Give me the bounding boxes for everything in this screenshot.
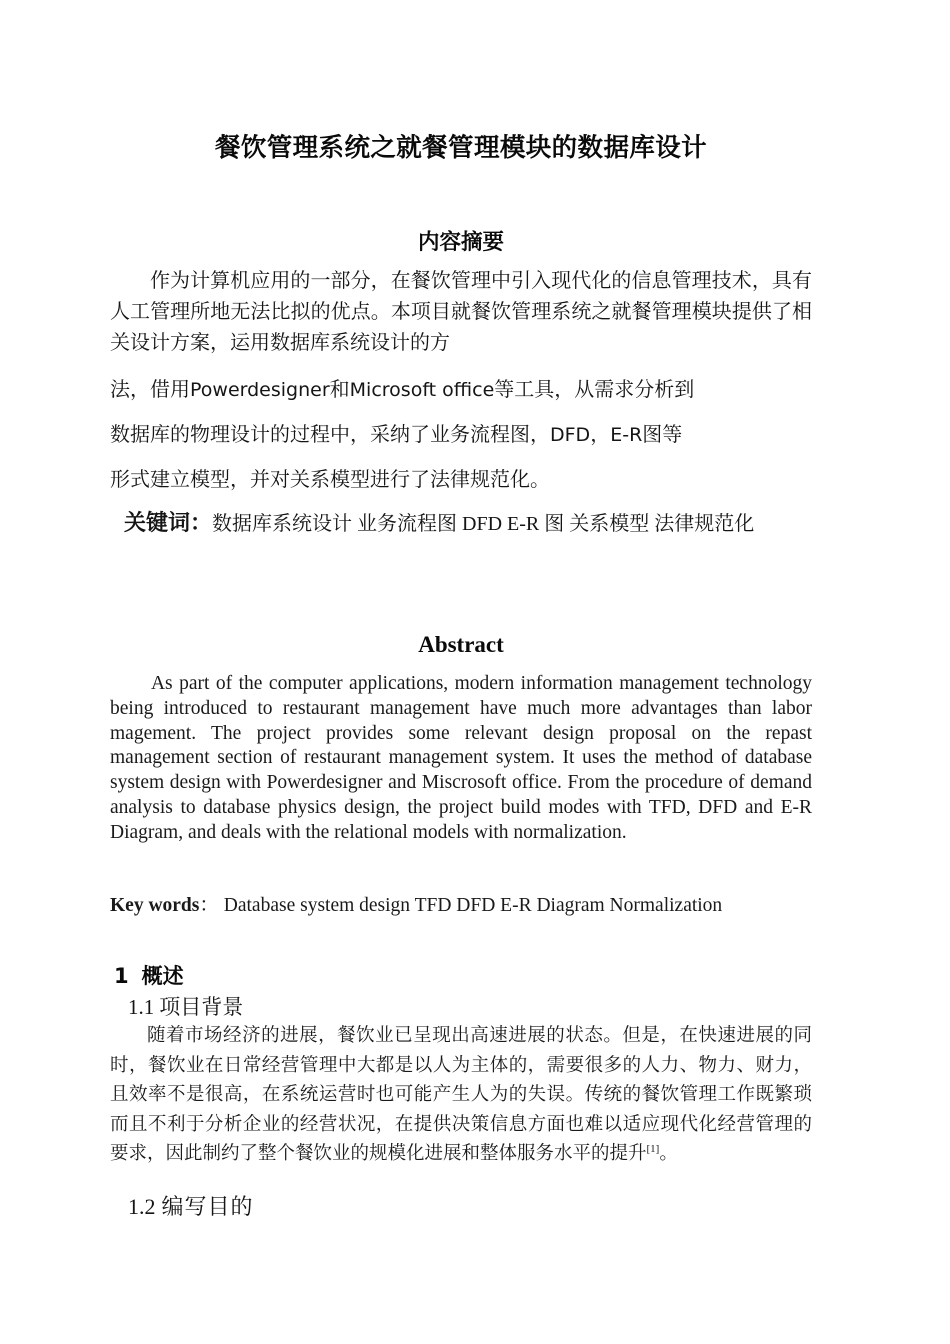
english-abstract-heading: Abstract: [418, 632, 504, 657]
section-1-1-title: 项目背景: [159, 995, 244, 1019]
cn-latin-seg: Powerdesigner: [190, 379, 330, 401]
cn-text-seg: ，: [590, 424, 611, 446]
section-1-1-body-text: 随着市场经济的进展，餐饮业已呈现出高速进展的状态。但是，在快速进展的同时，餐饮业在日常经营管理中大都是以人为主体的，需要很多的人力、物力、财力，且效率不是很高，在系统运营时也可能产生人为的失误。传统的餐饮管理工作既繁琐而且不利于分析企业的经营状况，在提供决策信息方面也难以适应现代化经营管理的要求，因此制约了整个餐饮业的规模化进展和整体服务水平的提升: [110, 1026, 812, 1164]
section-1-2-number: 1.2: [128, 1194, 156, 1219]
section-heading-1-1: [128, 993, 243, 1021]
document-title: 餐饮管理系统之就餐管理模块的数据库设计: [214, 133, 708, 163]
cn-text-seg: 法，借用: [110, 379, 190, 401]
section-1-1-body: [110, 1022, 812, 1170]
cn-latin-seg: E-R: [610, 424, 643, 446]
cn-text-seg: 图等: [642, 424, 683, 446]
chinese-keywords-label: 关键词：: [124, 511, 213, 536]
section-1-1-body-tail: 。: [659, 1144, 678, 1164]
chinese-keywords-value: 数据库系统设计 业务流程图 DFD E-R 图 关系模型 法律规范化: [212, 513, 755, 535]
chinese-keywords: [110, 507, 812, 541]
english-abstract-paragraph: As part of the computer applications, modern information management technology being introduced to restaurant management have much more advantages than labor magement. The project provides some relevant design proposal on the repast management section of restaurant management system. It uses the method of database system design with Powerdesigner and Miscrosoft office. From the procedure of demand analysis to database physics design, the project build modes with TFD, DFD and E-R Diagram, and deals with the relational models with normalization.: [110, 673, 812, 843]
cn-text-seg: 数据库的物理设计的过程中，采纳了业务流程图，: [110, 424, 550, 446]
section-1-1-number: 1.1: [128, 995, 155, 1019]
english-abstract-body: [110, 672, 812, 846]
english-keywords-label: Key words: [110, 895, 200, 916]
chinese-abstract-paragraph-loose: [110, 368, 812, 503]
section-heading-1-2: [128, 1192, 254, 1221]
cn-latin-seg: Microsoft office: [349, 379, 495, 401]
citation-marker: [1]: [646, 1142, 660, 1155]
cn-text-seg: 和: [329, 379, 350, 401]
chinese-abstract-paragraph-tight: 作为计算机应用的一部分，在餐饮管理中引入现代化的信息管理技术，具有人工管理所地无法比拟的优点。本项目就餐饮管理系统之就餐管理模块提供了相关设计方案，运用数据库系统设计的方: [110, 270, 812, 354]
section-1-number: 1: [114, 964, 129, 988]
section-1-title: 概述: [141, 964, 184, 988]
chinese-abstract-heading: 内容摘要: [417, 230, 504, 255]
cn-latin-seg: DFD: [550, 424, 591, 446]
english-keywords: [110, 894, 812, 919]
english-keywords-separator: ：: [199, 895, 219, 916]
chinese-abstract-line-3: 形式建立模型，并对关系模型进行了法律规范化。: [110, 469, 550, 491]
section-heading-1: [114, 963, 184, 990]
chinese-abstract-line-2: [110, 413, 812, 458]
section-1-2-title: 编写目的: [161, 1194, 254, 1219]
english-keywords-value: Database system design TFD DFD E-R Diagram Normalization: [223, 895, 723, 916]
cn-text-seg: 等工具，从需求分析到: [494, 379, 695, 401]
chinese-abstract-line-1: [110, 368, 812, 413]
